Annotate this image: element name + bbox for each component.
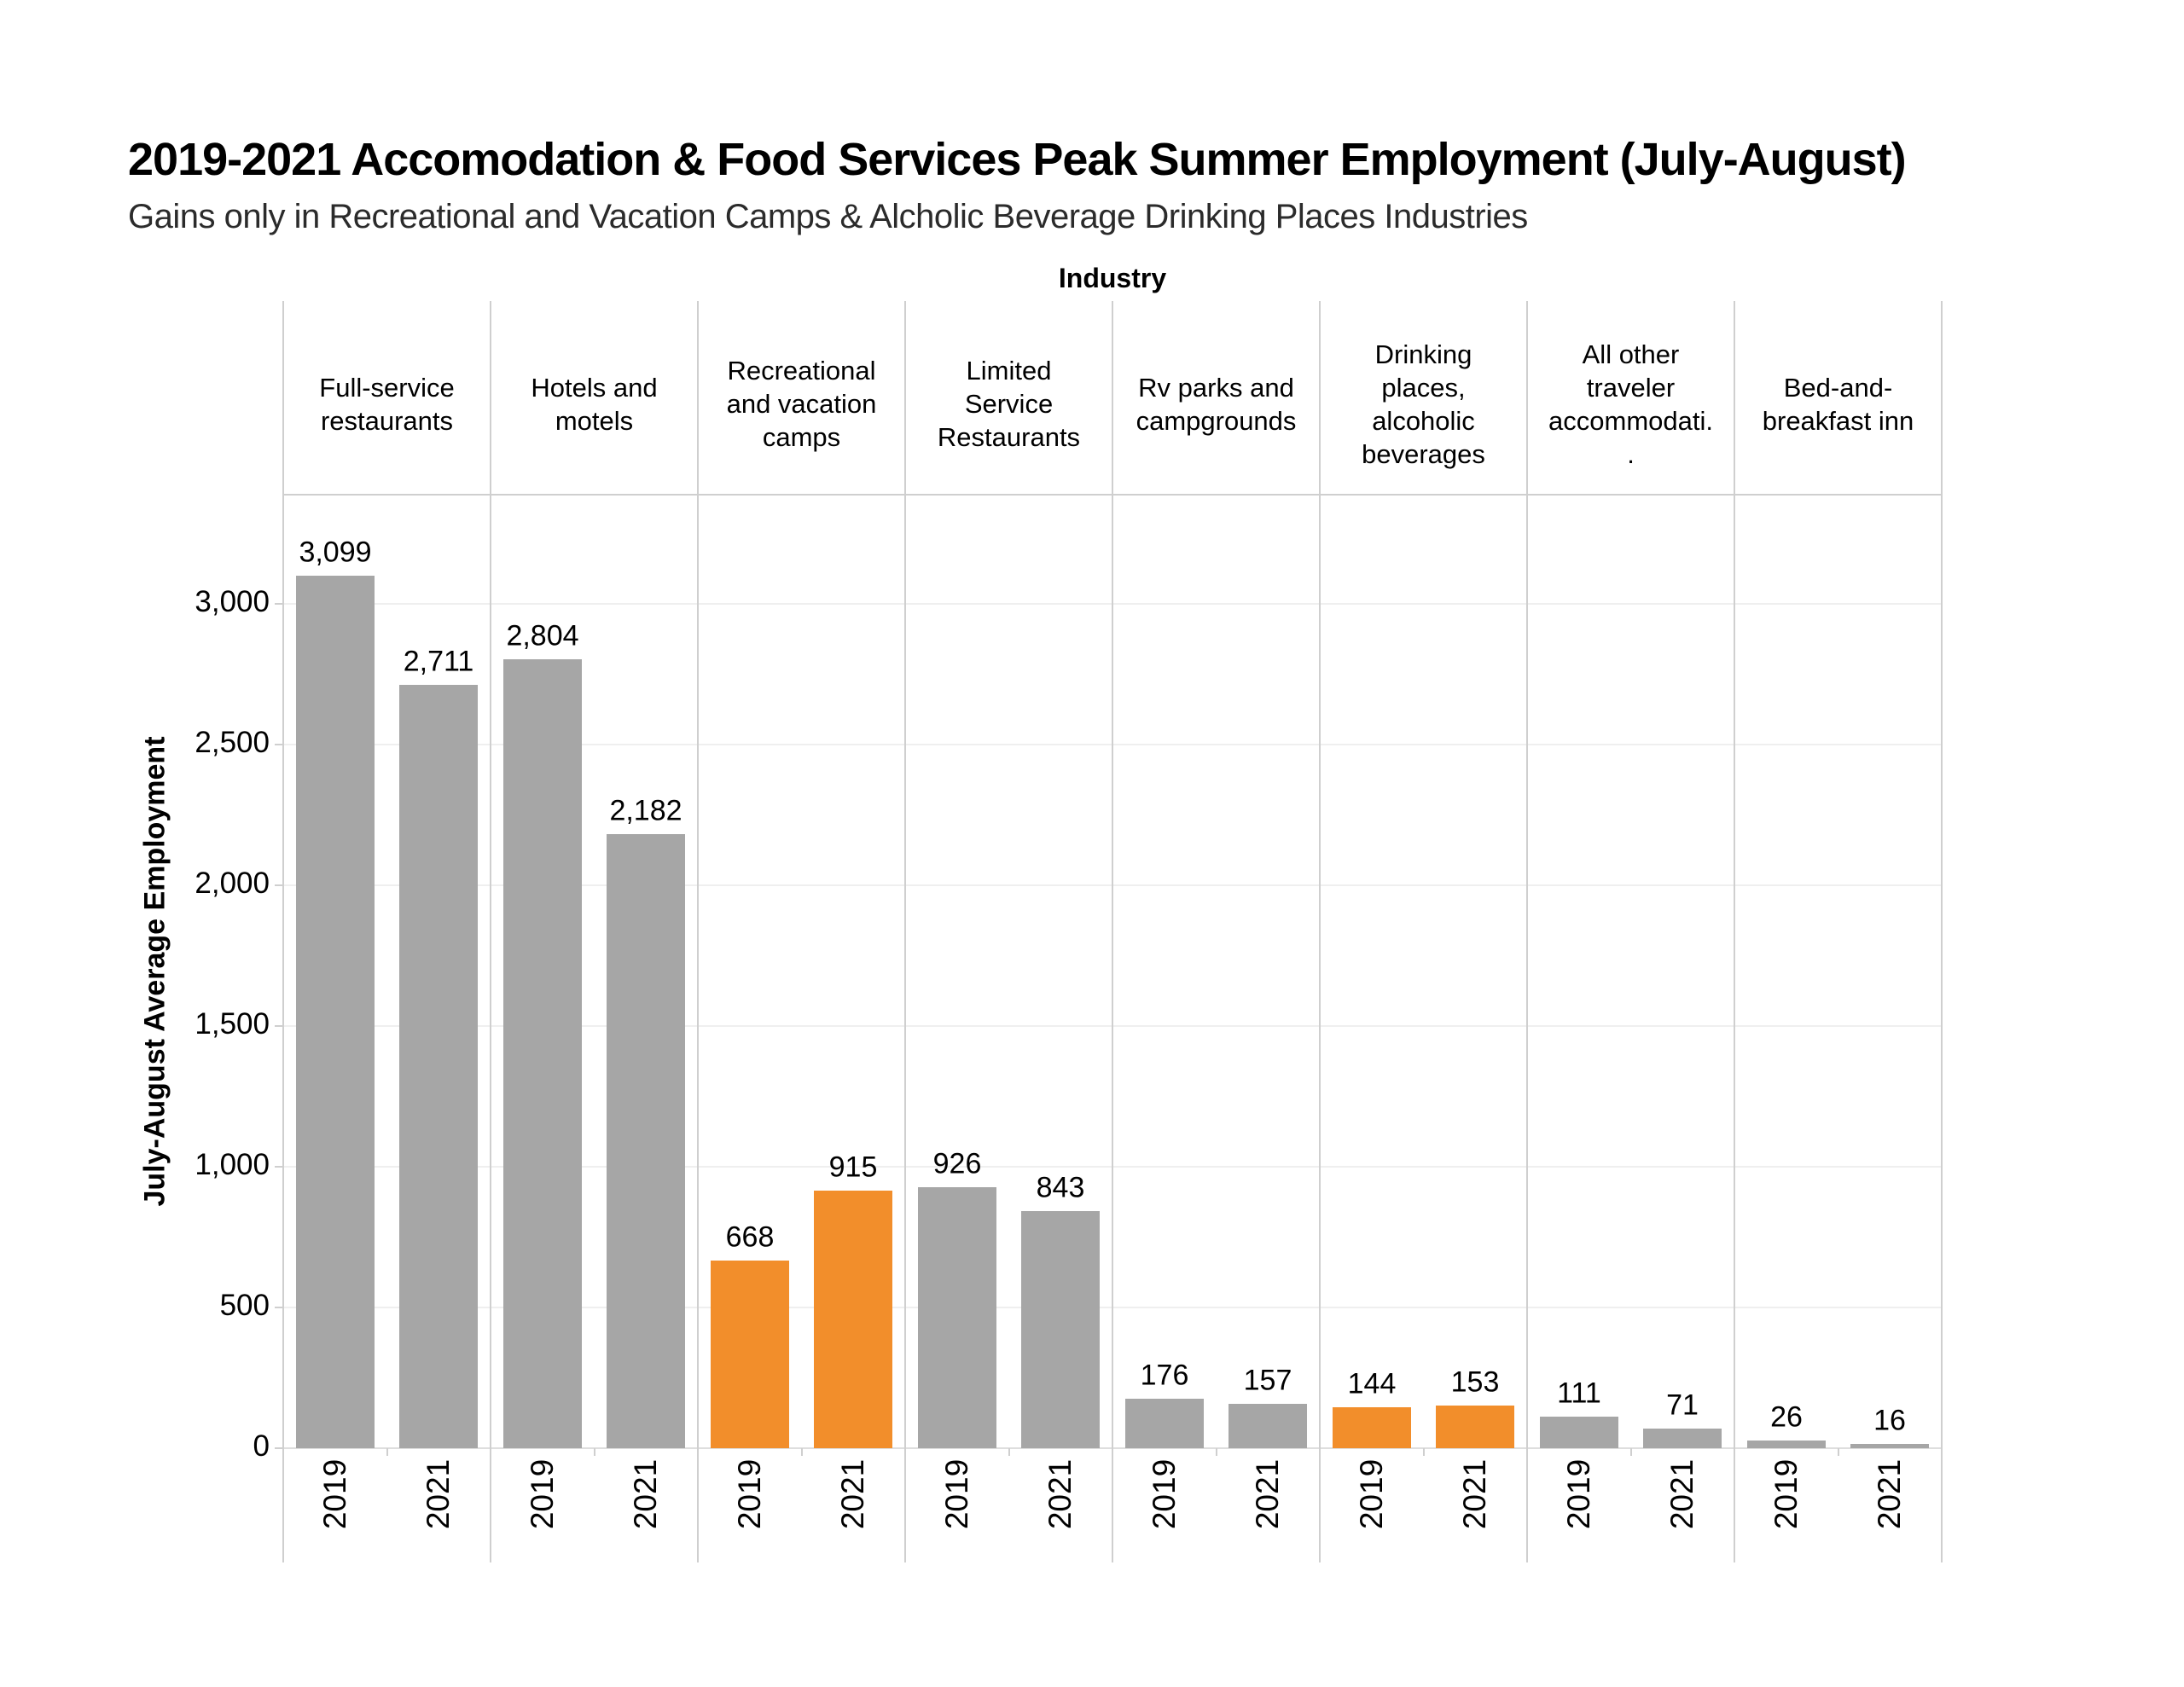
x-tick-label: 2021 <box>1250 1458 1285 1530</box>
y-axis-title: July-August Average Employment <box>138 736 171 1207</box>
bar-2019-limited-service-restaurants[interactable] <box>918 1187 996 1448</box>
bar-2021-drinking-places-alcoholic-beverages[interactable] <box>1436 1406 1514 1448</box>
y-tick-label: 3,000 <box>195 585 270 618</box>
chart-title: 2019-2021 Accomodation & Food Services Peak Summer Employment (July-August) <box>128 134 1906 185</box>
column-header <box>905 301 1112 495</box>
column-header-line: . <box>1627 438 1635 469</box>
column-header-line: Bed-and- <box>1783 372 1893 403</box>
bar-value-label: 71 <box>1666 1388 1699 1422</box>
column-header <box>1112 301 1320 495</box>
bar-value-label: 843 <box>1036 1171 1085 1204</box>
x-tick-label: 2019 <box>732 1458 767 1530</box>
column-header <box>491 301 698 495</box>
x-tick-label: 2021 <box>1043 1458 1077 1530</box>
bar-value-label: 2,182 <box>609 794 682 827</box>
bar-value-label: 157 <box>1243 1364 1292 1397</box>
column-header-line: motels <box>555 405 634 436</box>
bar-value-label: 926 <box>932 1147 982 1180</box>
y-tick-label: 0 <box>253 1429 270 1463</box>
bar-2021-hotels-and-motels[interactable] <box>607 834 685 1448</box>
y-tick-label: 2,500 <box>195 726 270 759</box>
column-header-line: Restaurants <box>937 422 1081 452</box>
x-tick-label: 2021 <box>835 1458 870 1530</box>
x-tick-label: 2021 <box>1457 1458 1492 1530</box>
bar-2021-rv-parks-and-campgrounds[interactable] <box>1228 1404 1307 1448</box>
bar-value-label: 26 <box>1770 1400 1803 1434</box>
column-header <box>1527 301 1734 495</box>
column-header-line: restaurants <box>320 405 454 436</box>
column-header <box>283 301 491 495</box>
y-tick-label: 1,000 <box>195 1148 270 1181</box>
bar-2019-drinking-places-alcoholic-beverages[interactable] <box>1333 1407 1411 1448</box>
x-axis-tick <box>1216 1448 1217 1456</box>
column-header-line: accommodati. <box>1548 405 1713 436</box>
x-tick-label: 2021 <box>1872 1458 1907 1530</box>
x-tick-label: 2019 <box>1354 1458 1389 1530</box>
bar-value-label: 176 <box>1140 1359 1189 1392</box>
x-axis-title: Industry <box>1058 263 1167 293</box>
bar-2019-hotels-and-motels[interactable] <box>503 659 582 1448</box>
x-tick-label: 2019 <box>317 1458 352 1530</box>
column-header-line: Recreational <box>727 356 876 386</box>
column-header <box>698 301 905 495</box>
bar-value-label: 2,711 <box>403 645 474 678</box>
bar-2019-bed-and-breakfast-inn[interactable] <box>1747 1441 1826 1448</box>
x-tick-label: 2019 <box>1561 1458 1596 1530</box>
column-header-line: Drinking <box>1374 339 1472 369</box>
bar-2019-rv-parks-and-campgrounds[interactable] <box>1125 1399 1204 1448</box>
column-header-line: Rv parks and <box>1138 372 1294 403</box>
x-axis-tick <box>801 1448 803 1456</box>
x-axis-tick <box>386 1448 388 1456</box>
bar-2021-all-other-traveler-accommodati-[interactable] <box>1643 1429 1722 1448</box>
x-tick-label: 2019 <box>939 1458 974 1530</box>
x-tick-label: 2019 <box>1147 1458 1182 1530</box>
column-header-line: traveler <box>1586 372 1676 403</box>
bar-value-label: 915 <box>828 1151 878 1184</box>
bar-value-label: 668 <box>725 1220 775 1254</box>
x-axis-tick <box>1008 1448 1010 1456</box>
bar-value-label: 111 <box>1557 1377 1601 1410</box>
column-header-line: Full-service <box>319 372 455 403</box>
bar-value-label: 144 <box>1347 1367 1397 1400</box>
column-header-line: campgrounds <box>1136 405 1297 436</box>
bar-2019-full-service-restaurants[interactable] <box>296 576 375 1448</box>
chart-subtitle: Gains only in Recreational and Vacation Camps & Alcholic Beverage Drinking Places Industries <box>128 198 1528 235</box>
bar-2021-limited-service-restaurants[interactable] <box>1021 1211 1100 1448</box>
bar-2019-recreational-and-vacation-camps[interactable] <box>711 1261 789 1448</box>
bar-value-label: 3,099 <box>299 536 372 569</box>
bar-2021-full-service-restaurants[interactable] <box>399 685 478 1448</box>
column-header-line: All other <box>1582 339 1680 369</box>
bar-2021-recreational-and-vacation-camps[interactable] <box>814 1191 892 1448</box>
bar-value-label: 153 <box>1450 1365 1500 1399</box>
column-header-line: beverages <box>1362 438 1485 469</box>
column-header-line: camps <box>762 422 841 452</box>
y-tick-label: 2,000 <box>195 867 270 900</box>
column-header-line: Limited <box>966 356 1052 386</box>
bar-value-label: 2,804 <box>506 619 579 652</box>
column-header-line: places, <box>1381 372 1466 403</box>
y-tick-label: 1,500 <box>195 1007 270 1041</box>
column-header <box>1734 301 1942 495</box>
column-header-line: breakfast inn <box>1762 405 1914 436</box>
bar-2019-all-other-traveler-accommodati-[interactable] <box>1540 1417 1618 1448</box>
x-tick-label: 2021 <box>1664 1458 1699 1530</box>
x-axis-tick <box>1630 1448 1632 1456</box>
x-tick-label: 2019 <box>1769 1458 1804 1530</box>
column-header-line: Hotels and <box>531 372 658 403</box>
column-header-line: Service <box>964 389 1054 419</box>
y-tick-label: 500 <box>219 1289 270 1322</box>
x-axis-tick <box>594 1448 595 1456</box>
column-header-line: and vacation <box>726 389 877 419</box>
x-tick-label: 2019 <box>525 1458 560 1530</box>
bar-value-label: 16 <box>1873 1404 1906 1437</box>
x-axis-tick <box>1838 1448 1839 1456</box>
x-tick-label: 2021 <box>628 1458 663 1530</box>
column-header-line: alcoholic <box>1372 405 1475 436</box>
bar-2021-bed-and-breakfast-inn[interactable] <box>1850 1444 1929 1448</box>
x-axis-tick <box>1423 1448 1425 1456</box>
x-tick-label: 2021 <box>421 1458 456 1530</box>
column-header <box>1320 301 1527 495</box>
